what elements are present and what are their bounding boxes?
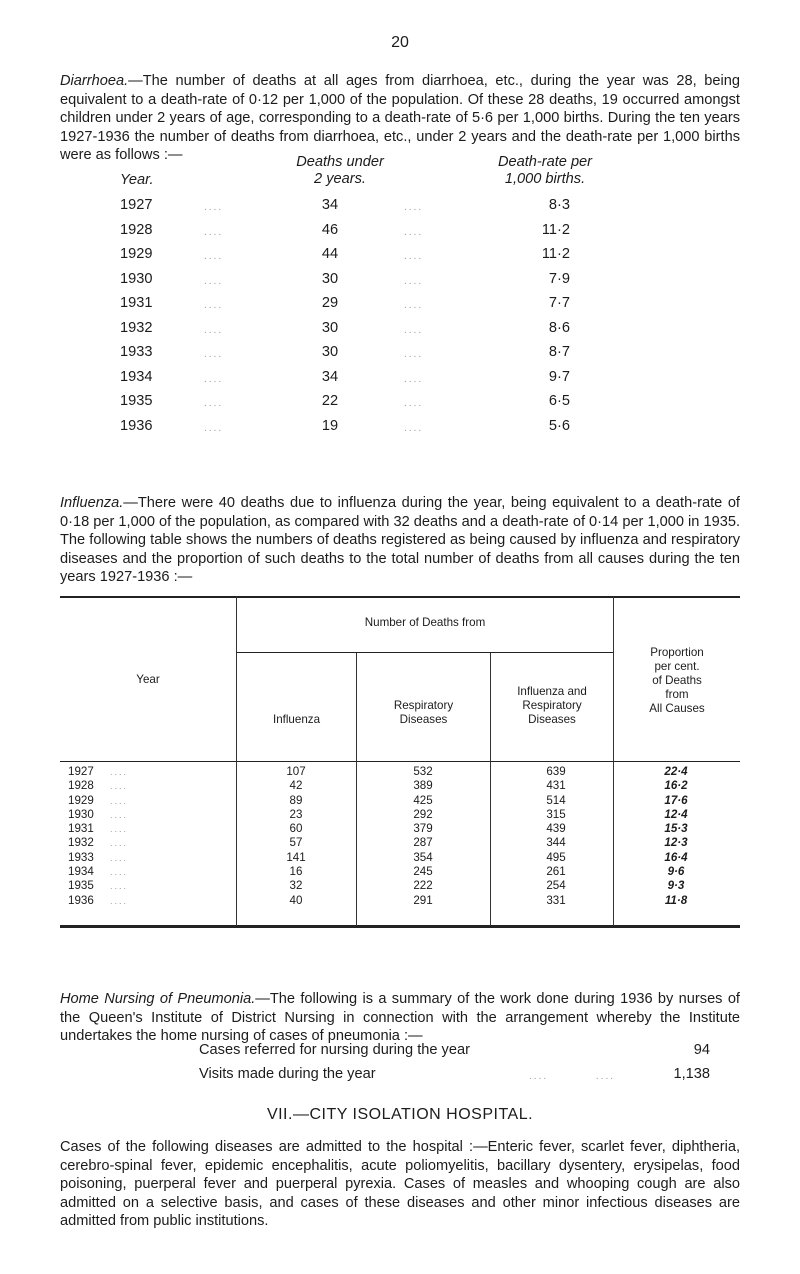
leader-dots: .... [110,795,129,806]
section-heading: VII.—CITY ISOLATION HOSPITAL. [266,1106,534,1123]
cell-respiratory: 425 [413,793,433,807]
leader-dots: .... [110,867,129,878]
table-group-rule [237,652,613,653]
header-respiratory-line1: Respiratory [393,699,454,712]
cell-proportion: 12·3 [664,836,688,850]
cell-influenza: 16 [289,865,303,879]
leader-dots: .... [404,349,424,360]
leader-dots: .... [404,275,424,287]
cell-influenza-and-respiratory: 261 [546,865,566,879]
header-both-line3: Diseases [528,713,576,726]
influenza-paragraph [60,494,740,587]
influenza-text: —There were 40 deaths due to influenza during the year, being equivalent to a death-rate of 0·18 per 1,000 of the population, as compared with 32 deaths and a death-rate of 0·14 per 1,000 in 1935. The following table shows the numbers of deaths registered as being caused by influenza and respiratory diseases and the proportion of such deaths to the total number of deaths from all causes during the ten years 1927-1936 :— [60,495,740,586]
leader-dots: .... [110,852,129,863]
cell-rate: 9·7 [548,368,570,385]
cell-respiratory: 287 [413,836,433,850]
cell-year: 1927 [120,197,153,213]
leader-dots: .... [110,809,129,820]
table-row [120,292,720,317]
cell-year: 1931 [120,295,153,311]
table-row [120,366,720,391]
table-row [60,879,740,893]
header-prop-line2: per cent. [654,660,700,673]
cell-influenza: 40 [289,893,303,907]
cell-proportion: 12·4 [664,807,688,821]
leader-dots: .... [404,226,424,238]
cell-year: 1933 [120,344,153,360]
leader-dots: .... .... [529,1071,616,1082]
cell-influenza: 42 [289,779,303,793]
leader-dots: .... [204,202,224,213]
cell-rate: 8·6 [548,319,570,336]
cell-proportion: 16·2 [664,779,688,793]
cell-influenza-and-respiratory: 344 [546,836,566,850]
cell-influenza-and-respiratory: 331 [546,893,566,907]
cell-influenza: 23 [289,807,303,821]
leader-dots: .... [110,895,129,906]
table-row [120,415,720,440]
header-deaths [260,154,420,188]
table-row [120,194,720,219]
cell-rate: 8·3 [548,197,570,213]
cell-influenza: 57 [289,836,303,850]
nursing-paragraph [60,990,740,1046]
cell-year: 1932 [68,836,94,850]
cell-year: 1929 [120,246,153,262]
cell-proportion: 17·6 [664,793,688,807]
leader-dots: .... [110,881,129,892]
cell-influenza-and-respiratory: 315 [546,807,566,821]
cell-respiratory: 379 [413,822,433,836]
table-row [120,268,720,293]
leader-dots: .... [204,373,224,385]
nursing-text: —The following is a summary of the work done during 1936 by nurses of the Queen's Institute of District Nursing in connection with the arrangement whereby the Institute undertakes the home nursing of cases of pneumonia :— [60,991,740,1045]
cell-year: 1933 [68,850,94,864]
header-both-line2: Respiratory [522,699,582,712]
leader-dots: .... [110,824,129,835]
cell-year: 1934 [68,865,94,879]
isolation-text: Cases of the following diseases are admitted to the hospital :—Enteric fever, scarlet fever, diphtheria, cerebro-spinal fever, epidemic encephalitis, acute poliomyelitis, bacillary dysentery, erysipelas, food poisoning, puerperal fever and puerperal pyrexia. Cases of measles and whooping cough are also admitted on a selective basis, and cases of these diseases and other minor infectious diseases are admitted from public institutions. [60,1139,740,1230]
table-row [60,822,740,836]
header-prop-line3: of Deaths [652,674,702,687]
leader-dots: .... [204,349,224,360]
cell-year: 1936 [68,893,94,907]
table-row [120,219,720,244]
cell-year: 1928 [120,221,153,238]
leader-dots: .... [404,300,424,311]
cell-rate: 5·6 [548,417,570,434]
cell-respiratory: 389 [413,779,433,793]
table-row [120,317,720,342]
diarrhoea-table-header [120,152,720,194]
cell-respiratory: 222 [413,879,433,893]
cell-influenza: 32 [289,879,303,893]
cell-proportion: 16·4 [664,850,688,864]
header-rate-line2: 1,000 births. [504,171,586,187]
cell-year: 1931 [68,822,94,836]
influenza-table [60,596,740,928]
cell-year: 1936 [120,417,153,434]
leader-dots: .... [110,781,129,792]
cell-respiratory: 292 [413,807,433,821]
cell-influenza-and-respiratory: 495 [546,850,566,864]
header-year: Year. [120,172,154,188]
cell-respiratory: 532 [413,765,433,778]
diarrhoea-text: —The number of deaths at all ages from diarrhoea, etc., during the year was 28, being equivalent to a death-rate of 0·12 per 1,000 of the population. Of these 28 deaths, 19 occurred amongst children under 2 years of age, corresponding to a death-rate of 5·6 per 1,000 births. During the ten years 1927-1936 the number of deaths from diarrhoea, etc., under 2 years and the death-rate per 1,000 births were as follows :— [60,73,740,164]
header-respiratory-line2: Diseases [399,713,448,726]
table-top-rule [60,596,740,598]
cell-rate: 7·7 [548,295,570,311]
cell-rate: 8·7 [548,344,570,360]
nursing-line-label: Cases referred for nursing during the year [199,1042,470,1058]
nursing-line-value: 94 [693,1042,710,1058]
cell-deaths: 34 [321,368,339,385]
cell-year: 1928 [68,779,94,793]
header-influenza: Influenza [272,713,321,726]
header-rate-line1: Death-rate per [497,154,593,170]
header-prop-line1: Proportion [650,646,704,659]
isolation-paragraph [60,1138,740,1231]
table-header-rule [60,761,740,762]
cell-proportion: 22·4 [664,765,688,778]
leader-dots: .... [404,324,424,336]
page-number: 20 [391,34,409,51]
header-respiratory [357,699,490,727]
cell-year: 1935 [68,879,94,893]
nursing-line-value: 1,138 [673,1066,710,1082]
table-row [120,341,720,366]
header-proportion [614,646,740,716]
header-deaths-line2: 2 years. [314,171,366,187]
cell-proportion: 11·8 [664,893,688,907]
leader-dots: .... [404,202,424,213]
header-prop-line4: from [665,688,689,701]
cell-year: 1927 [68,765,94,778]
leader-dots: .... [404,398,424,409]
leader-dots: .... [204,226,224,238]
leader-dots: .... [204,251,224,262]
influenza-table-body [60,765,740,908]
cell-proportion: 9·3 [667,879,685,893]
cell-influenza-and-respiratory: 431 [546,779,566,793]
cell-rate: 11·2 [541,246,570,262]
nursing-lead: Home Nursing of Pneumonia. [60,991,256,1007]
leader-dots: .... [404,251,424,262]
leader-dots: .... [204,422,224,434]
leader-dots: .... [110,767,129,777]
cell-deaths: 19 [321,417,339,434]
table-row [60,794,740,808]
table-bottom-rule [60,925,740,928]
leader-dots: .... [204,398,224,409]
nursing-line-label: Visits made during the year [199,1066,376,1082]
cell-respiratory: 245 [413,865,433,879]
cell-rate: 7·9 [548,270,570,287]
influenza-lead: Influenza. [60,495,124,511]
table-row [60,765,740,779]
cell-influenza-and-respiratory: 439 [546,822,566,836]
cell-year: 1935 [120,393,153,409]
cell-deaths: 34 [321,197,339,213]
header-deaths-line1: Deaths under [296,154,384,170]
cell-year: 1934 [120,368,153,385]
leader-dots: .... [404,373,424,385]
table-row [60,851,740,865]
cell-influenza: 60 [289,822,303,836]
cell-deaths: 30 [321,319,339,336]
table-row [120,243,720,268]
header-prop-line5: All Causes [649,702,705,715]
leader-dots: .... [110,838,129,849]
header-year: Year [136,673,160,686]
cell-respiratory: 291 [413,893,433,907]
header-both-line1: Influenza and [517,685,587,698]
table-row [120,390,720,415]
cell-influenza: 89 [289,793,303,807]
cell-deaths: 46 [321,221,339,238]
header-rate [450,154,640,188]
cell-deaths: 22 [321,393,339,409]
cell-influenza: 141 [286,850,306,864]
cell-deaths: 44 [321,246,339,262]
diarrhoea-lead: Diarrhoea. [60,73,129,89]
cell-rate: 6·5 [548,393,570,409]
cell-year: 1930 [68,807,94,821]
header-number-of-deaths: Number of Deaths from [364,616,486,629]
header-influenza-and-respiratory [491,685,613,727]
cell-deaths: 30 [321,270,339,287]
cell-deaths: 29 [321,295,339,311]
leader-dots: .... [204,300,224,311]
table-row [60,894,740,908]
cell-year: 1930 [120,270,153,287]
cell-influenza-and-respiratory: 514 [546,793,566,807]
cell-influenza: 107 [286,765,306,778]
table-row [60,865,740,879]
table-row [60,808,740,822]
table-row [60,836,740,850]
leader-dots: .... [204,275,224,287]
cell-proportion: 15·3 [664,822,688,836]
cell-influenza-and-respiratory: 254 [546,879,566,893]
leader-dots: .... [204,324,224,336]
cell-respiratory: 354 [413,850,433,864]
leader-dots: .... [404,422,424,434]
table-row [60,779,740,793]
cell-year: 1929 [68,793,94,807]
cell-deaths: 30 [321,344,339,360]
cell-rate: 11·2 [541,221,570,238]
cell-proportion: 9·6 [667,865,685,879]
cell-year: 1932 [120,319,153,336]
cell-influenza-and-respiratory: 639 [546,765,566,778]
diarrhoea-table-body [120,194,720,439]
diarrhoea-table [120,152,720,439]
